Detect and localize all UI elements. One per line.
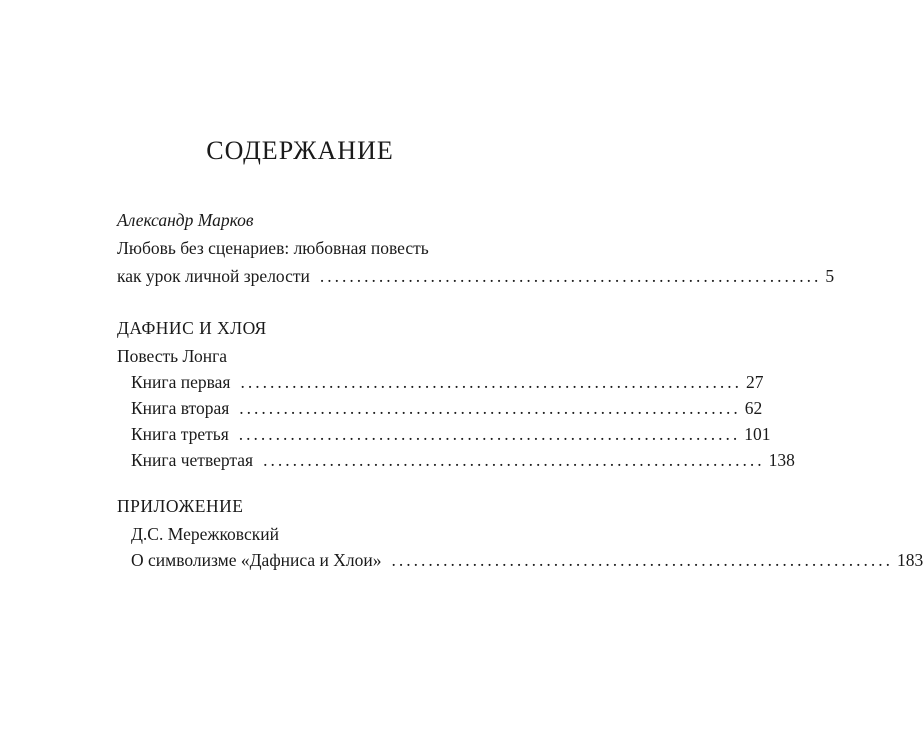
toc-entry-page: 101 <box>744 424 771 444</box>
toc-entry-label: Книга четвертая <box>131 450 254 470</box>
dot-leader: .................................................................... <box>239 398 741 418</box>
toc-entry-book-4[interactable] <box>131 448 795 472</box>
intro-author: Александр Марков <box>117 210 254 230</box>
intro-title-line1: Любовь без сценариев: любовная повесть <box>117 238 429 258</box>
section-title-daphnis: ДАФНИС И ХЛОЯ <box>117 318 267 338</box>
dot-leader: .................................................................... <box>240 372 742 392</box>
toc-entry-intro[interactable] <box>117 264 835 288</box>
toc-entry-appendix[interactable] <box>131 548 923 572</box>
toc-entry-page: 62 <box>744 398 763 418</box>
section-subtitle: Повесть Лонга <box>117 346 228 366</box>
dot-leader: .................................................................... <box>319 266 822 286</box>
toc-entry-label: Книга вторая <box>131 398 230 418</box>
toc-entry-page: 138 <box>768 450 795 470</box>
toc-entry-page: 5 <box>825 266 835 286</box>
toc-entry-label: как урок личной зрелости <box>117 266 310 286</box>
toc-entry-book-3[interactable] <box>131 422 771 446</box>
contents-heading: СОДЕРЖАНИЕ <box>206 136 394 165</box>
toc-entry-page: 183 <box>897 550 923 570</box>
dot-leader: .................................................................... <box>238 424 741 444</box>
toc-entry-label: Книга третья <box>131 424 229 444</box>
toc-entry-label: Книга первая <box>131 372 231 392</box>
dot-leader: .................................................................... <box>263 450 765 470</box>
section-title-appendix: ПРИЛОЖЕНИЕ <box>117 496 244 516</box>
toc-entry-book-2[interactable] <box>131 396 763 420</box>
toc-entry-book-1[interactable] <box>131 370 764 394</box>
dot-leader: .................................................................... <box>391 550 893 570</box>
appendix-author: Д.С. Мережковский <box>131 524 279 544</box>
toc-entry-label: О символизме «Дафниса и Хлои» <box>131 550 382 570</box>
toc-entry-page: 27 <box>745 372 764 392</box>
